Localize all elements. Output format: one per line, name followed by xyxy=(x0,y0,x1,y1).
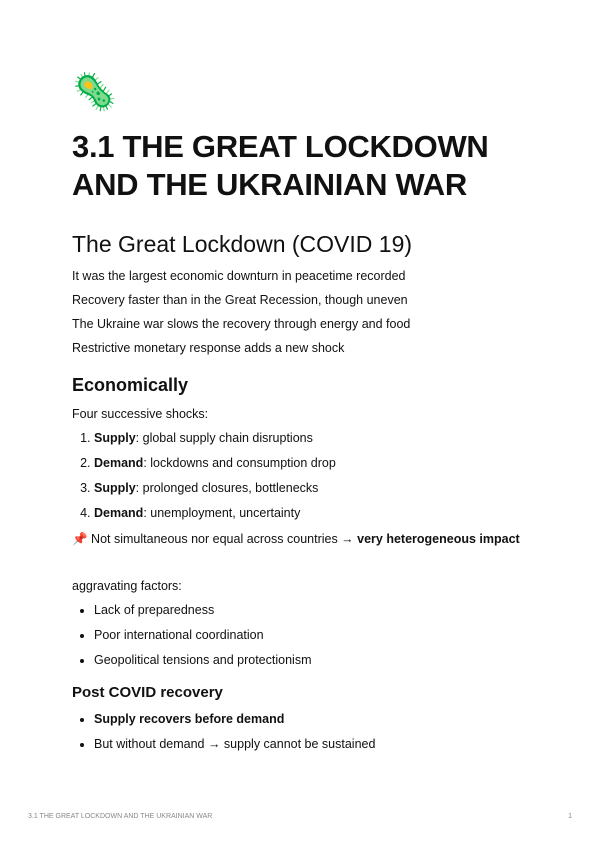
pushpin-icon: 📌 xyxy=(72,532,88,546)
title-line-1: 3.1 THE GREAT LOCKDOWN xyxy=(72,129,489,164)
list-item xyxy=(94,426,542,451)
shocks-intro: Four successive shocks: xyxy=(72,407,209,421)
recovery-list xyxy=(72,707,542,757)
paragraph: It was the largest economic downturn in peacetime recorded xyxy=(72,269,406,283)
shock-type: Supply xyxy=(94,481,136,495)
recovery-point-bold: Supply recovers before demand xyxy=(94,712,285,726)
shock-description: : prolonged closures, bottlenecks xyxy=(135,481,319,495)
section-heading-great-lockdown: The Great Lockdown (COVID 19) xyxy=(72,231,413,257)
section-heading-economically: Economically xyxy=(72,375,189,395)
paragraph: Restrictive monetary response adds a new shock xyxy=(72,341,345,355)
paragraph: Recovery faster than in the Great Recession, though uneven xyxy=(72,293,408,307)
page-number: 1 xyxy=(568,813,572,820)
list-item xyxy=(94,451,542,476)
virus-icon: 🦠 xyxy=(72,71,117,112)
callout xyxy=(72,526,542,552)
spacer xyxy=(72,552,542,574)
callout-emphasis: very heterogeneous impact xyxy=(357,532,520,546)
section-heading-post-covid: Post COVID recovery xyxy=(72,684,223,701)
page-content xyxy=(72,70,542,757)
list-item xyxy=(94,707,542,732)
shock-description: : global supply chain disruptions xyxy=(135,431,313,445)
list-item: • Lack of preparedness xyxy=(94,598,542,623)
list-item xyxy=(94,501,542,526)
footer-title: 3.1 THE GREAT LOCKDOWN AND THE UKRAINIAN WAR xyxy=(28,813,213,820)
shock-type: Demand xyxy=(94,456,144,470)
list-item xyxy=(94,476,542,501)
page-title xyxy=(72,128,542,204)
shock-type: Supply xyxy=(94,431,136,445)
factors-intro: aggravating factors: xyxy=(72,579,182,593)
list-item: • Poor international coordination xyxy=(94,623,542,648)
title-line-2: AND THE UKRAINIAN WAR xyxy=(72,167,467,202)
callout-text: Not simultaneous nor equal across countries → xyxy=(87,532,358,546)
shock-description: : unemployment, uncertainty xyxy=(143,506,301,520)
shock-type: Demand xyxy=(94,506,144,520)
list-item: • Geopolitical tensions and protectionism xyxy=(94,648,542,673)
shocks-list xyxy=(72,426,542,526)
factors-list xyxy=(72,598,542,673)
shock-description: : lockdowns and consumption drop xyxy=(143,456,336,470)
page-footer xyxy=(28,813,572,820)
paragraph: The Ukraine war slows the recovery through energy and food xyxy=(72,317,411,331)
list-item: • But without demand → supply cannot be sustained xyxy=(94,732,542,757)
